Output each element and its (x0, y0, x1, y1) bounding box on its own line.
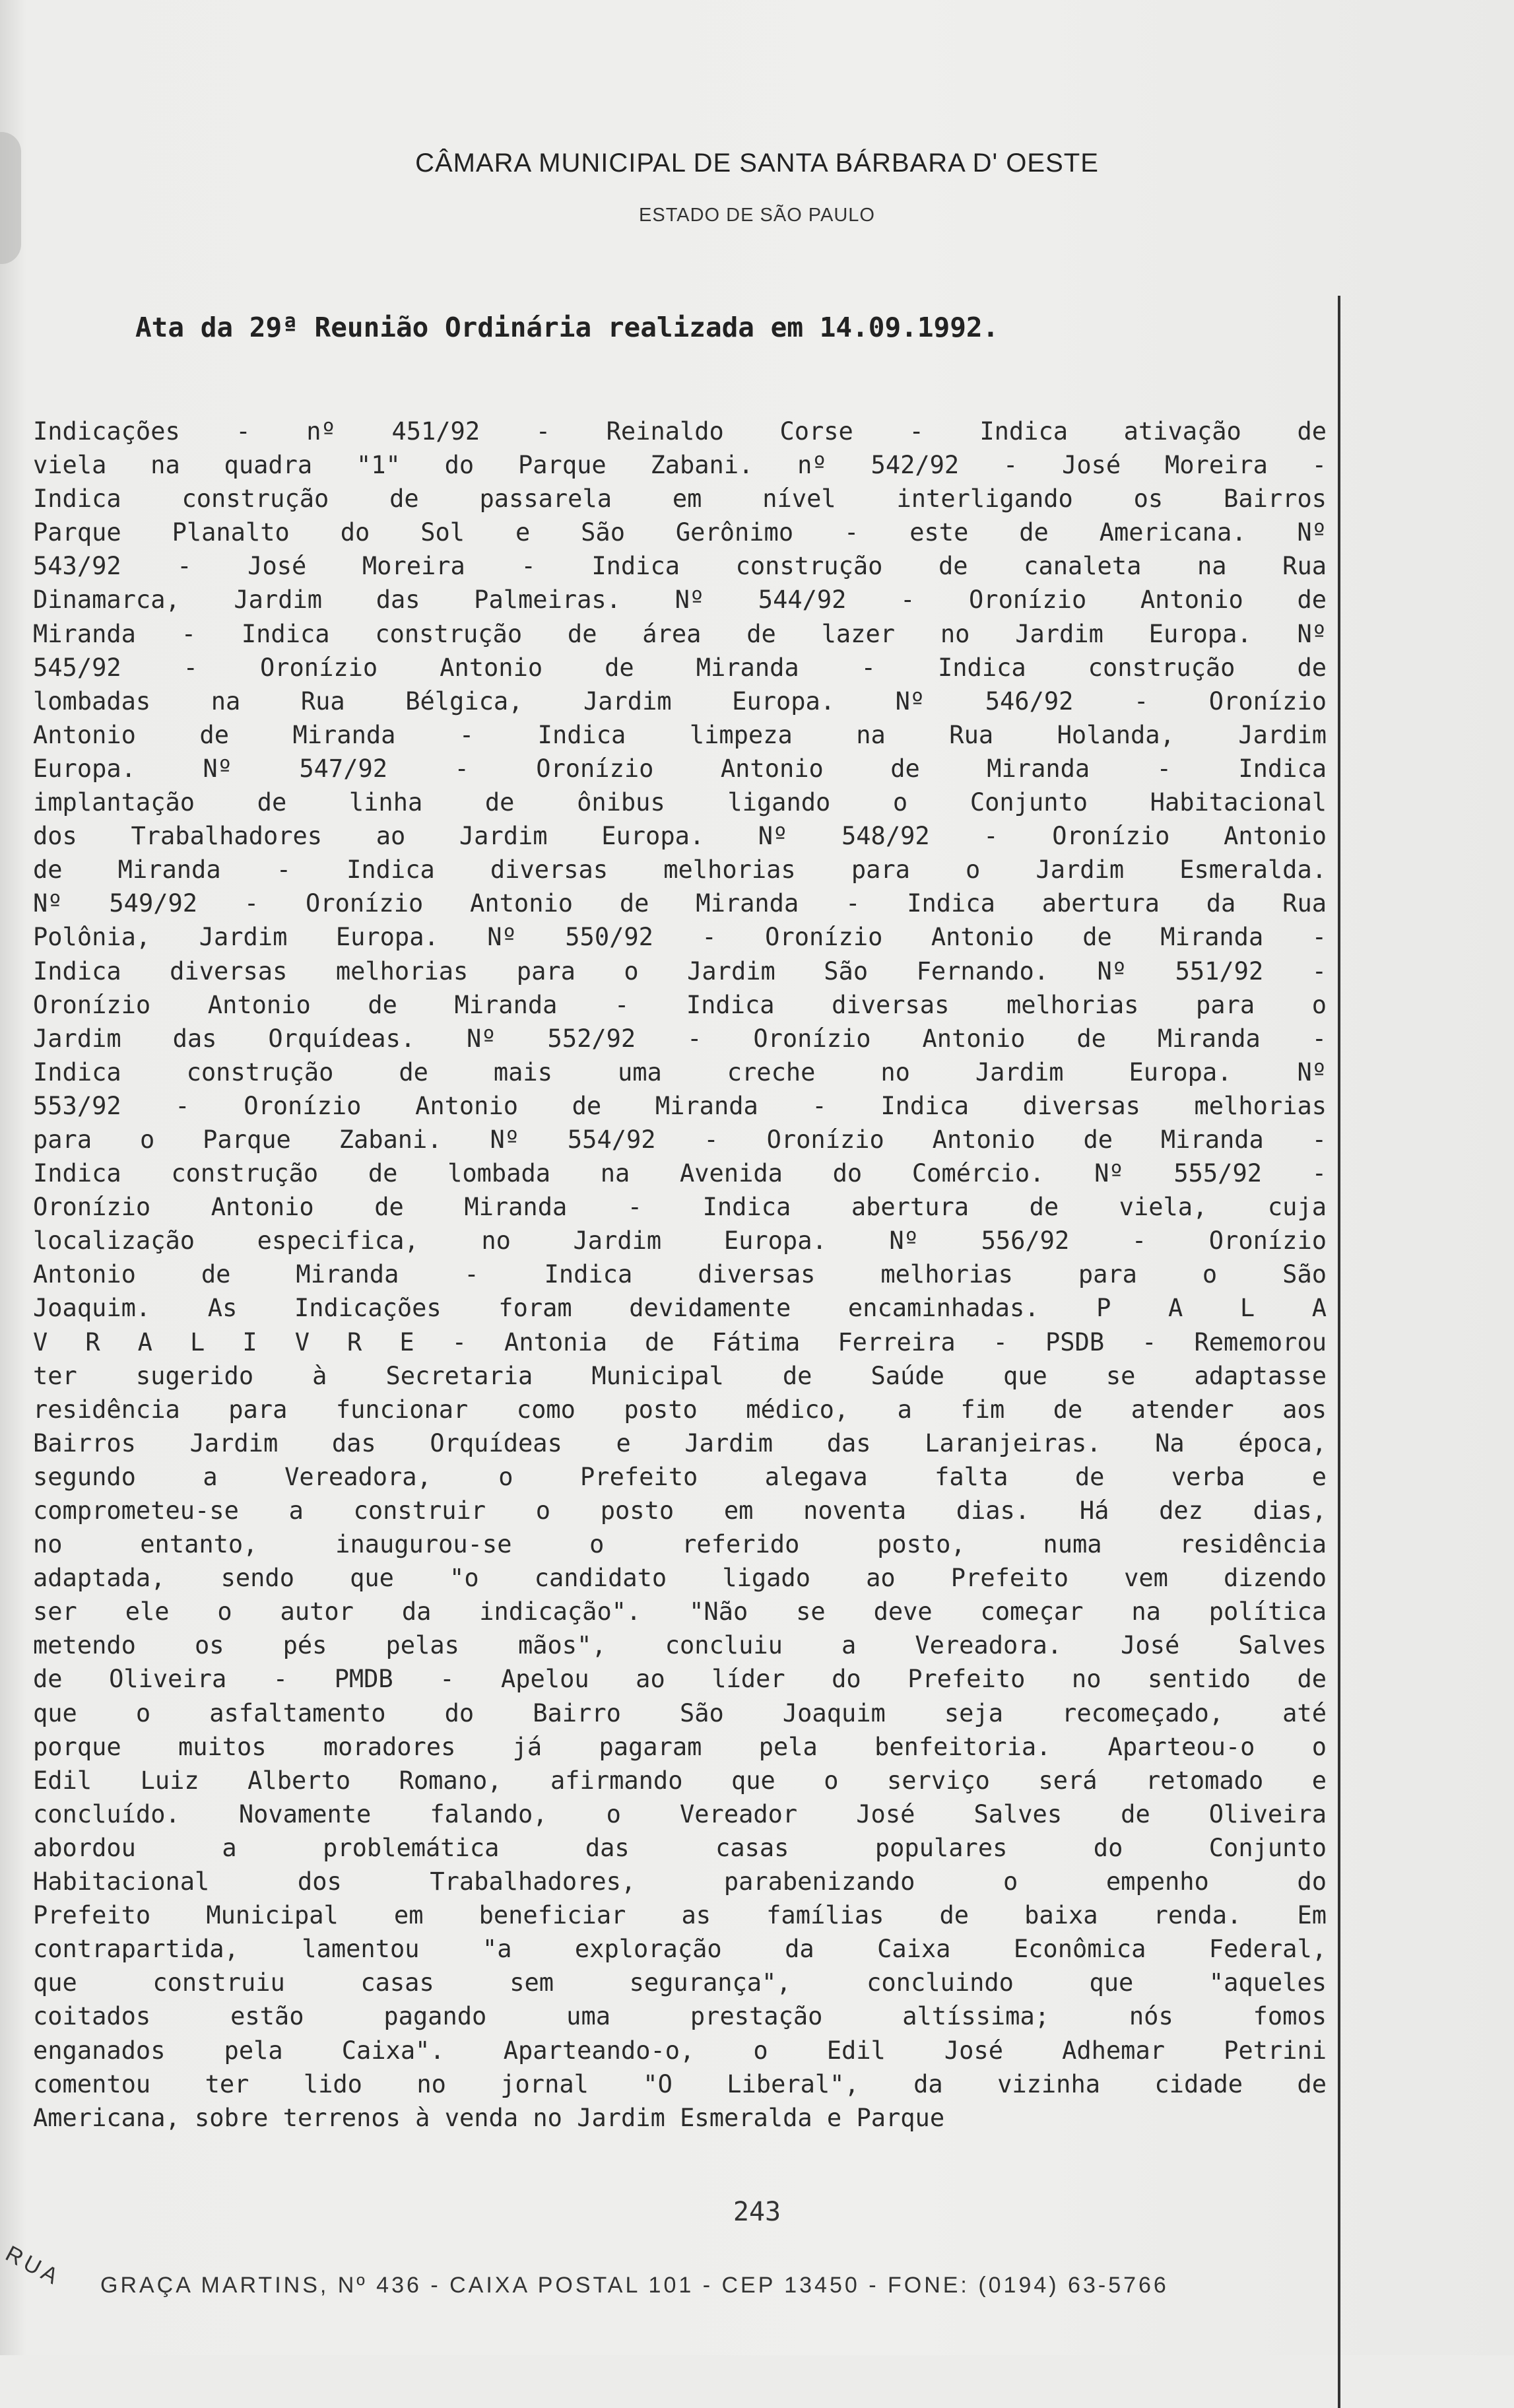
body-line: segundo a Vereadora, o Prefeito alegava falta de verba e (33, 1462, 1327, 1491)
document-title: Ata da 29ª Reunião Ordinária realizada em 14.09.1992. (135, 312, 999, 343)
body-line: dos Trabalhadores ao Jardim Europa. Nº 548/92 - Oronízio Antonio (33, 822, 1327, 851)
body-line: concluído. Novamente falando, o Vereador José Salves de Oliveira (33, 1799, 1327, 1828)
body-line: Indica diversas melhorias para o Jardim São Fernando. Nº 551/92 - (33, 956, 1327, 986)
body-line: enganados pela Caixa". Aparteando-o, o Edil José Adhemar Petrini (33, 2036, 1327, 2065)
body-line: Indicações - nº 451/92 - Reinaldo Corse - Indica ativação de (33, 417, 1327, 446)
body-line: Indica construção de lombada na Avenida do Comércio. Nº 555/92 - (33, 1159, 1327, 1188)
body-line: Dinamarca, Jardim das Palmeiras. Nº 544/92 - Oronízio Antonio de (33, 585, 1327, 615)
body-line: viela na quadra "1" do Parque Zabani. nº 542/92 - José Moreira - (33, 451, 1327, 480)
body-line: Antonio de Miranda - Indica diversas melhorias para o São (33, 1260, 1327, 1289)
body-line: Oronízio Antonio de Miranda - Indica abertura de viela, cuja (33, 1193, 1327, 1222)
body-line: Habitacional dos Trabalhadores, parabenizando o empenho do (33, 1867, 1327, 1896)
body-line: para o Parque Zabani. Nº 554/92 - Oronízio Antonio de Miranda - (33, 1125, 1327, 1154)
body-line: Polônia, Jardim Europa. Nº 550/92 - Oronízio Antonio de Miranda - (33, 923, 1327, 952)
body-line: Edil Luiz Alberto Romano, afirmando que o serviço será retomado e (33, 1766, 1327, 1795)
page-number: 243 (733, 2197, 781, 2227)
body-line: Miranda - Indica construção de área de lazer no Jardim Europa. Nº (33, 619, 1327, 648)
body-line: implantação de linha de ônibus ligando o Conjunto Habitacional (33, 788, 1327, 817)
body-line: coitados estão pagando uma prestação altíssima; nós fomos (33, 2002, 1327, 2031)
body-line: Indica construção de passarela em nível interligando os Bairros (33, 485, 1327, 514)
footer-address: GRAÇA MARTINS, Nº 436 - CAIXA POSTAL 101 - CEP 13450 - FONE: (0194) 63-5766 (100, 2273, 1169, 2298)
body-line: Antonio de Miranda - Indica limpeza na Rua Holanda, Jardim (33, 720, 1327, 749)
body-line: que construiu casas sem segurança", concluindo que "aqueles (33, 1968, 1327, 1997)
body-line: porque muitos moradores já pagaram pela benfeitoria. Aparteou-o o (33, 1732, 1327, 1761)
body-line: Nº 549/92 - Oronízio Antonio de Miranda - Indica abertura da Rua (33, 889, 1327, 918)
body-line: 553/92 - Oronízio Antonio de Miranda - Indica diversas melhorias (33, 1091, 1327, 1120)
body-line: Bairros Jardim das Orquídeas e Jardim das Laranjeiras. Na época, (33, 1428, 1327, 1457)
body-line: Jardim das Orquídeas. Nº 552/92 - Oronízio Antonio de Miranda - (33, 1024, 1327, 1053)
body-line: Americana, sobre terrenos à venda no Jardim Esmeralda e Parque (33, 2103, 945, 2132)
margin-rule (1338, 296, 1340, 2408)
body-line: no entanto, inaugurou-se o referido posto, numa residência (33, 1530, 1327, 1559)
body-line: comentou ter lido no jornal "O Liberal", da vizinha cidade de (33, 2069, 1327, 2098)
footer-street-prefix: RUA (1, 2241, 66, 2291)
body-line: que o asfaltamento do Bairro São Joaquim seja recomeçado, até (33, 1698, 1327, 1727)
header-title: CÂMARA MUNICIPAL DE SANTA BÁRBARA D' OESTE (415, 149, 1099, 178)
body-line: ter sugerido à Secretaria Municipal de Saúde que se adaptasse (33, 1361, 1327, 1390)
body-line: comprometeu-se a construir o posto em noventa dias. Há dez dias, (33, 1496, 1327, 1525)
body-line: de Miranda - Indica diversas melhorias para o Jardim Esmeralda. (33, 855, 1327, 885)
body-line: metendo os pés pelas mãos", concluiu a Vereadora. José Salves (33, 1631, 1327, 1660)
body-line: contrapartida, lamentou "a exploração da Caixa Econômica Federal, (33, 1935, 1327, 1964)
body-line: adaptada, sendo que "o candidato ligado ao Prefeito vem dizendo (33, 1564, 1327, 1593)
header-subtitle: ESTADO DE SÃO PAULO (639, 205, 875, 226)
body-line: residência para funcionar como posto médico, a fim de atender aos (33, 1395, 1327, 1424)
body-line: Indica construção de mais uma creche no Jardim Europa. Nº (33, 1057, 1327, 1087)
body-line: abordou a problemática das casas populares do Conjunto (33, 1833, 1327, 1862)
body-line: ser ele o autor da indicação". "Não se deve começar na política (33, 1597, 1327, 1626)
body-line: de Oliveira - PMDB - Apelou ao líder do Prefeito no sentido de (33, 1665, 1327, 1694)
document-body (33, 415, 1327, 2135)
body-line: V R A L I V R E - Antonia de Fátima Ferreira - PSDB - Rememorou (33, 1327, 1327, 1356)
body-line: Parque Planalto do Sol e São Gerônimo - este de Americana. Nº (33, 518, 1327, 547)
body-line: 543/92 - José Moreira - Indica construção de canaleta na Rua (33, 552, 1327, 581)
body-line: 545/92 - Oronízio Antonio de Miranda - Indica construção de (33, 653, 1327, 682)
body-line: Prefeito Municipal em beneficiar as famílias de baixa renda. Em (33, 1901, 1327, 1930)
body-line: Europa. Nº 547/92 - Oronízio Antonio de Miranda - Indica (33, 754, 1327, 783)
footer (1, 2241, 1399, 2314)
body-line: Oronízio Antonio de Miranda - Indica diversas melhorias para o (33, 990, 1327, 1019)
body-line: Joaquim. As Indicações foram devidamente encaminhadas. P A L A (33, 1294, 1327, 1323)
body-line: localização especifica, no Jardim Europa. Nº 556/92 - Oronízio (33, 1226, 1327, 1255)
body-line: lombadas na Rua Bélgica, Jardim Europa. Nº 546/92 - Oronízio (33, 686, 1327, 716)
